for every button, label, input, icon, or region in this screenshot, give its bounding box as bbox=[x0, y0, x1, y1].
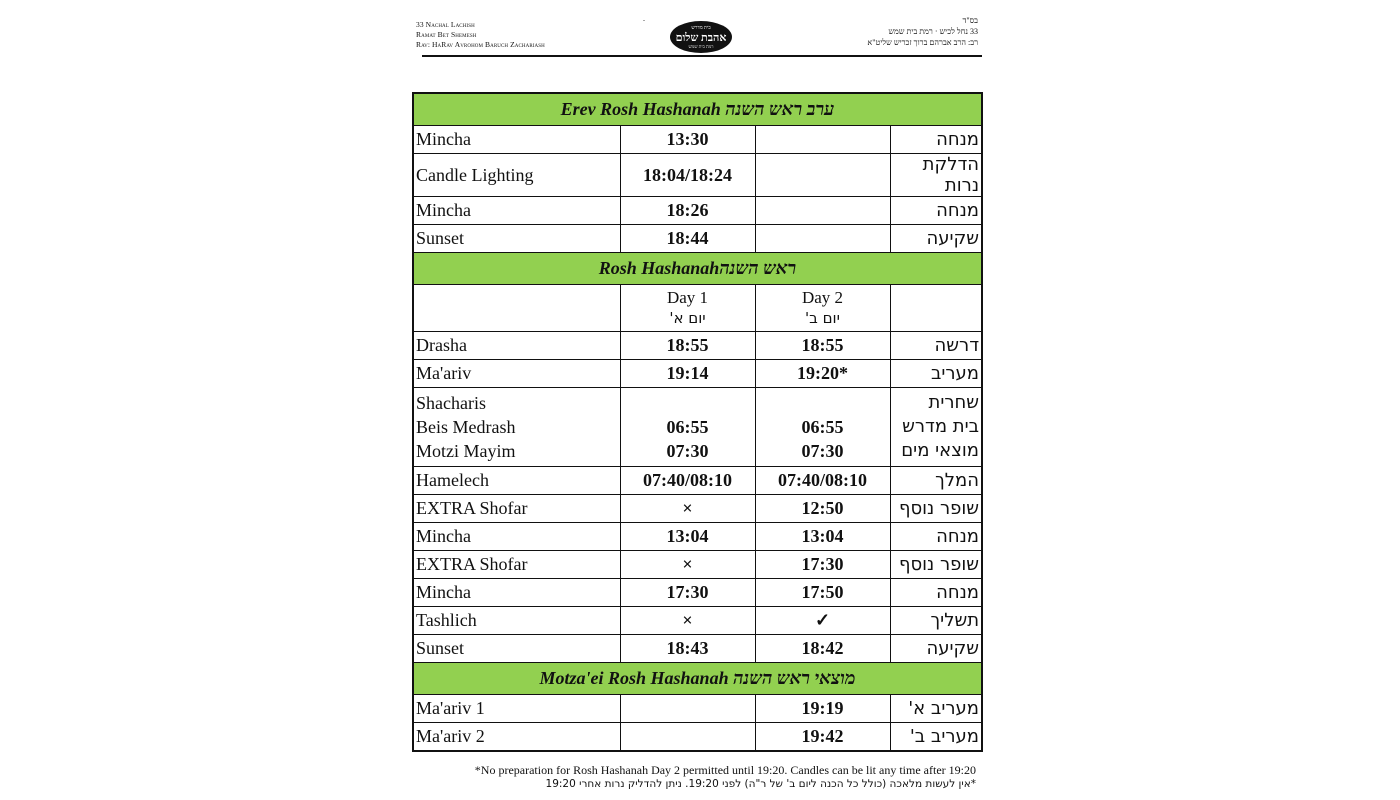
label-hebrew: מעריב ב' bbox=[890, 723, 982, 752]
day2-time bbox=[755, 126, 890, 154]
day1-time: × bbox=[620, 495, 755, 523]
day1-time: 19:14 bbox=[620, 360, 755, 388]
address-line: רב: הרב אברהם ברוך זכריש שליט"א bbox=[867, 38, 978, 47]
letterhead bbox=[416, 14, 984, 60]
schedule-table bbox=[412, 92, 983, 752]
shacharis-line: 07:30 bbox=[666, 441, 709, 461]
shacharis-line: Shacharis bbox=[416, 393, 486, 413]
shacharis-day1 bbox=[620, 388, 755, 467]
address-line: 33 נחל לכיש · רמת בית שמש bbox=[888, 27, 978, 36]
day2-time: 19:42 bbox=[755, 723, 890, 752]
shacharis-line: בית מדרש bbox=[902, 416, 980, 437]
table-row bbox=[413, 607, 982, 635]
empty-cell bbox=[413, 285, 620, 332]
shacharis-line: מוצאי מים bbox=[901, 440, 980, 461]
shacharis-line: Motzi Mayim bbox=[416, 441, 516, 461]
label-english: Mincha bbox=[413, 197, 620, 225]
day2-time bbox=[755, 197, 890, 225]
day1-time: 18:26 bbox=[620, 197, 755, 225]
shacharis-row bbox=[413, 388, 982, 467]
label-hebrew: מנחה bbox=[890, 579, 982, 607]
day2-time: 17:30 bbox=[755, 551, 890, 579]
label-hebrew: שופר נוסף bbox=[890, 495, 982, 523]
table-row bbox=[413, 723, 982, 752]
table-row bbox=[413, 695, 982, 723]
day2-time: 18:55 bbox=[755, 332, 890, 360]
label-english: Ma'ariv 1 bbox=[413, 695, 620, 723]
label-english: Sunset bbox=[413, 225, 620, 253]
section-title: Rosh Hashanahראש השנה bbox=[413, 253, 982, 285]
shacharis-english bbox=[413, 388, 620, 467]
logo-bottom-text: רמת בית שמש bbox=[688, 43, 714, 49]
table-row bbox=[413, 523, 982, 551]
day1-time: 17:30 bbox=[620, 579, 755, 607]
label-english: Drasha bbox=[413, 332, 620, 360]
label-hebrew: דרשה bbox=[890, 332, 982, 360]
label-english: Sunset bbox=[413, 635, 620, 663]
section-title: Motza'ei Rosh Hashanah מוצאי ראש השנה bbox=[413, 663, 982, 695]
logo-top-text: בית מדרש bbox=[691, 25, 711, 31]
table-row bbox=[413, 332, 982, 360]
label-hebrew: הדלקת נרות bbox=[890, 154, 982, 197]
day2-time: 13:04 bbox=[755, 523, 890, 551]
table-row bbox=[413, 579, 982, 607]
label-hebrew: מעריב bbox=[890, 360, 982, 388]
table-row bbox=[413, 360, 982, 388]
label-hebrew: שקיעה bbox=[890, 635, 982, 663]
day1-time bbox=[620, 695, 755, 723]
shacharis-line bbox=[623, 391, 753, 415]
footnotes bbox=[412, 763, 976, 791]
label-hebrew: תשליך bbox=[890, 607, 982, 635]
section-header-motzaei bbox=[413, 663, 982, 695]
day2-label-he: יום ב' bbox=[805, 309, 840, 327]
label-english: Mincha bbox=[413, 523, 620, 551]
day1-time: 07:40/08:10 bbox=[620, 467, 755, 495]
shacharis-line: 07:30 bbox=[801, 441, 844, 461]
footnote-english: *No preparation for Rosh Hashanah Day 2 permitted until 19:20. Candles can be lit any time after 19:20 bbox=[474, 763, 976, 777]
section-title: Erev Rosh Hashanah ערב ראש השנה bbox=[413, 93, 982, 126]
label-english: EXTRA Shofar bbox=[413, 495, 620, 523]
section-header-erev bbox=[413, 93, 982, 126]
address-english bbox=[416, 20, 545, 50]
shacharis-line bbox=[758, 391, 888, 415]
day1-time: × bbox=[620, 551, 755, 579]
day1-time: 13:04 bbox=[620, 523, 755, 551]
empty-cell bbox=[890, 285, 982, 332]
day2-header bbox=[755, 285, 890, 332]
label-english: Tashlich bbox=[413, 607, 620, 635]
shacharis-day2 bbox=[755, 388, 890, 467]
day1-time: 18:04/18:24 bbox=[620, 154, 755, 197]
label-hebrew: מעריב א' bbox=[890, 695, 982, 723]
day2-time: 19:20* bbox=[755, 360, 890, 388]
day1-label-en: Day 1 bbox=[666, 288, 709, 307]
label-english: EXTRA Shofar bbox=[413, 551, 620, 579]
shacharis-line: Beis Medrash bbox=[416, 417, 516, 437]
label-english: Candle Lighting bbox=[413, 154, 620, 197]
day1-header bbox=[620, 285, 755, 332]
table-row bbox=[413, 126, 982, 154]
day2-time: 07:40/08:10 bbox=[755, 467, 890, 495]
day2-time bbox=[755, 154, 890, 197]
label-english: Mincha bbox=[413, 579, 620, 607]
label-hebrew: מנחה bbox=[890, 523, 982, 551]
address-line: Rav: HaRav Avrohom Baruch Zachariash bbox=[416, 40, 545, 49]
synagogue-logo bbox=[670, 21, 732, 53]
section-header-rosh-hashanah bbox=[413, 253, 982, 285]
day1-time: 18:43 bbox=[620, 635, 755, 663]
table-row bbox=[413, 467, 982, 495]
table-row bbox=[413, 225, 982, 253]
label-hebrew: שופר נוסף bbox=[890, 551, 982, 579]
day2-label-en: Day 2 bbox=[801, 288, 844, 307]
label-english: Ma'ariv 2 bbox=[413, 723, 620, 752]
shacharis-line: 06:55 bbox=[666, 417, 709, 437]
header-divider bbox=[422, 55, 982, 57]
table-row bbox=[413, 197, 982, 225]
day1-time: × bbox=[620, 607, 755, 635]
shacharis-line: 06:55 bbox=[801, 417, 844, 437]
day1-time: 18:44 bbox=[620, 225, 755, 253]
logo-name: אהבת שלום bbox=[675, 31, 727, 44]
day2-time: ✓ bbox=[755, 607, 890, 635]
address-hebrew bbox=[867, 15, 978, 48]
label-hebrew: מנחה bbox=[890, 126, 982, 154]
label-hebrew: המלך bbox=[890, 467, 982, 495]
label-hebrew: שקיעה bbox=[890, 225, 982, 253]
table-row bbox=[413, 551, 982, 579]
footnote-hebrew: *אין לעשות מלאכה (כולל כל הכנה ליום ב' של ר"ה) לפני 19:20. ניתן להדליק נרות אחרי 19:20 bbox=[545, 778, 976, 790]
day1-time: 13:30 bbox=[620, 126, 755, 154]
label-english: Ma'ariv bbox=[413, 360, 620, 388]
address-line: בס"ד bbox=[962, 16, 978, 25]
label-english: Mincha bbox=[413, 126, 620, 154]
table-row bbox=[413, 154, 982, 197]
day1-time: 18:55 bbox=[620, 332, 755, 360]
label-hebrew: מנחה bbox=[890, 197, 982, 225]
day2-time: 18:42 bbox=[755, 635, 890, 663]
day2-time bbox=[755, 225, 890, 253]
table-row bbox=[413, 635, 982, 663]
day-header-row bbox=[413, 285, 982, 332]
day2-time: 12:50 bbox=[755, 495, 890, 523]
day2-time: 19:19 bbox=[755, 695, 890, 723]
day2-time: 17:50 bbox=[755, 579, 890, 607]
label-english: Hamelech bbox=[413, 467, 620, 495]
table-row bbox=[413, 495, 982, 523]
address-line: 33 Nachal Lachish bbox=[416, 20, 475, 29]
shacharis-line: שחרית bbox=[928, 392, 980, 413]
shacharis-hebrew bbox=[890, 388, 982, 467]
day1-label-he: יום א' bbox=[669, 309, 706, 327]
stray-dot: . bbox=[643, 14, 645, 23]
day1-time bbox=[620, 723, 755, 752]
address-line: Ramat Bet Shemesh bbox=[416, 30, 477, 39]
